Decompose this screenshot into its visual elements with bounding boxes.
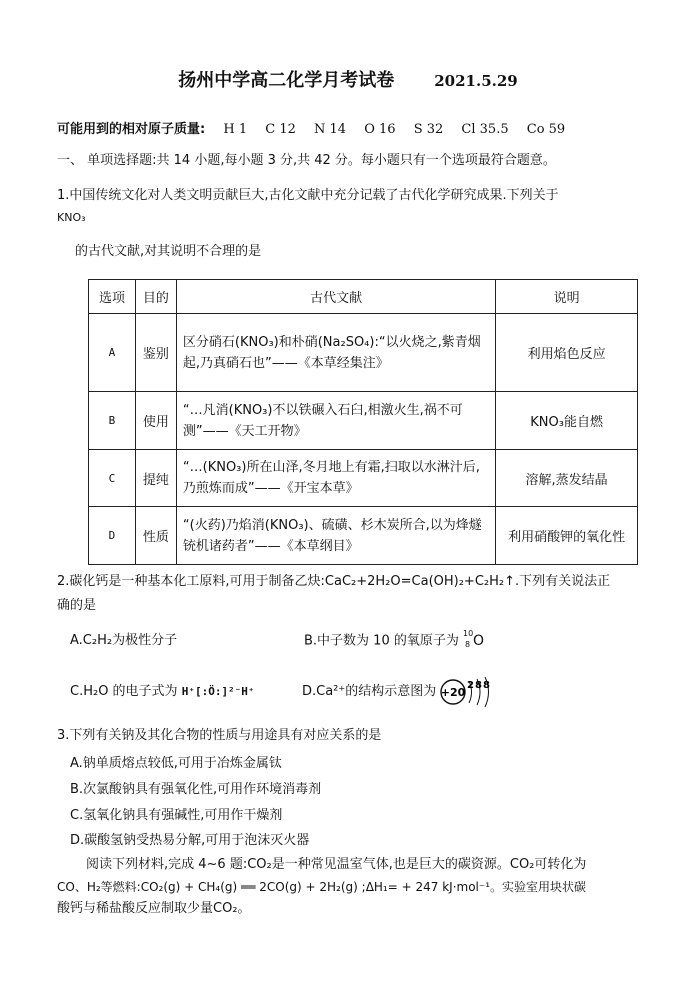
table-row xyxy=(89,450,638,507)
table-row xyxy=(89,507,638,565)
row-purpose: 提纯 xyxy=(135,450,176,507)
table-row xyxy=(89,392,638,450)
mass-item: O 16 xyxy=(364,122,396,137)
q2-option-a: A.C₂H₂为极性分子 xyxy=(70,633,178,648)
isotope-notation xyxy=(463,631,483,651)
table-row xyxy=(89,314,638,392)
isotope-mass-number: 10 xyxy=(463,629,474,638)
q3-option: D.碳酸氢钠受热易分解,可用于泡沫灭火器 xyxy=(70,833,310,848)
q3-option: B.次氯酸钠具有强氧化性,可用作环境消毒剂 xyxy=(70,782,322,797)
reading-line1: 阅读下列材料,完成 4~6 题:CO₂是一种常见温室气体,也是巨大的碳资源。CO₂可转化为 xyxy=(86,857,587,872)
header-document: 古代文献 xyxy=(176,280,495,314)
water-electron-formula: H⁺[:Ö:]²⁻H⁺ xyxy=(181,685,255,698)
q2-stem-line1: 2.碳化钙是一种基本化工原料,可用于制备乙炔:CaC₂+2H₂O=Ca(OH)₂+C₂H₂↑.下列有关说法正 xyxy=(57,574,611,589)
row-option: B xyxy=(89,392,136,450)
q3-stem: 3.下列有关钠及其化合物的性质与用途具有对应关系的是 xyxy=(57,728,382,743)
q3-option: C.氢氧化钠具有强碱性,可用作干燥剂 xyxy=(70,808,283,823)
title-text: 扬州中学高二化学月考试卷 xyxy=(178,70,395,91)
isotope-atomic-number: 8 xyxy=(465,640,471,649)
mass-item: C 12 xyxy=(265,122,296,137)
row-document: “(火药)乃焰消(KNO₃)、硫磺、杉木炭所合,以为烽燧铳机诸药者”——《本草纲目》 xyxy=(176,507,495,565)
q1-stem-line2: KNO₃ xyxy=(57,211,86,224)
isotope-symbol: O xyxy=(473,633,485,649)
row-document: “…(KNO₃)所在山泽,冬月地上有霜,扫取以水淋汁后,乃煎炼而成”——《开宝本草》 xyxy=(176,450,495,507)
row-purpose: 使用 xyxy=(135,392,176,450)
atomic-masses xyxy=(57,118,565,137)
exam-date: 2021.5.29 xyxy=(434,72,518,90)
q2-stem-line2: 确的是 xyxy=(57,598,97,613)
mass-item: Cl 35.5 xyxy=(461,122,509,137)
exam-title xyxy=(0,66,696,92)
q2-option-d: D.Ca²⁺的结构示意图为 xyxy=(302,684,437,699)
mass-item: N 14 xyxy=(314,122,347,137)
row-note: 利用硝酸钾的氧化性 xyxy=(496,507,638,565)
row-option: D xyxy=(89,507,136,565)
row-note: 利用焰色反应 xyxy=(496,314,638,392)
section-heading: 一、 单项选择题:共 14 小题,每小题 3 分,共 42 分。每小题只有一个选项最符合题意。 xyxy=(57,153,556,168)
table-header-row xyxy=(89,280,638,314)
reading-line2: CO、H₂等燃料:CO₂(g) + CH₄(g) ══ 2CO(g) + 2H₂(g) ;ΔH₁= + 247 kJ·mol⁻¹。实验室用块状碳 xyxy=(57,880,587,894)
row-purpose: 性质 xyxy=(135,507,176,565)
q2-option-b-text: B.中子数为 10 的氧原子为 xyxy=(304,633,459,649)
row-purpose: 鉴别 xyxy=(135,314,176,392)
row-option: C xyxy=(89,450,136,507)
ca-ion-structure-diagram xyxy=(440,676,494,708)
q2-option-c xyxy=(70,682,255,702)
q2-option-c-text: C.H₂O 的电子式为 xyxy=(70,684,178,699)
row-document: “…凡消(KNO₃)不以铁碾入石臼,相激火生,祸不可测”——《天工开物》 xyxy=(176,392,495,450)
mass-item: S 32 xyxy=(413,122,444,137)
mass-item: Co 59 xyxy=(526,122,566,137)
header-purpose: 目的 xyxy=(135,280,176,314)
row-note: KNO₃能自燃 xyxy=(496,392,638,450)
row-document: 区分硝石(KNO₃)和朴硝(Na₂SO₄):“以火烧之,紫青烟起,乃真硝石也”——《本草经集注》 xyxy=(176,314,495,392)
masses-label: 可能用到的相对原子质量: xyxy=(57,122,206,137)
row-note: 溶解,蒸发结晶 xyxy=(496,450,638,507)
reading-line3: 酸钙与稀盐酸反应制取少量CO₂。 xyxy=(57,901,251,916)
row-option: A xyxy=(89,314,136,392)
q1-table xyxy=(88,279,638,565)
q1-stem-line3: 的古代文献,对其说明不合理的是 xyxy=(75,244,262,259)
q3-option: A.钠单质熔点较低,可用于冶炼金属钛 xyxy=(70,756,282,771)
shell-electrons: 8 xyxy=(483,680,490,691)
nucleus-charge: +20 xyxy=(440,686,466,699)
q1-stem-line1: 1.中国传统文化对人类文明贡献巨大,古化文献中充分记载了古代化学研究成果.下列关于 xyxy=(57,188,559,203)
q2-option-b xyxy=(304,631,483,652)
header-note: 说明 xyxy=(496,280,638,314)
shell-electrons: 2 xyxy=(467,680,474,691)
shell-electrons: 8 xyxy=(475,680,482,691)
mass-item: H 1 xyxy=(223,122,248,137)
header-option: 选项 xyxy=(89,280,136,314)
